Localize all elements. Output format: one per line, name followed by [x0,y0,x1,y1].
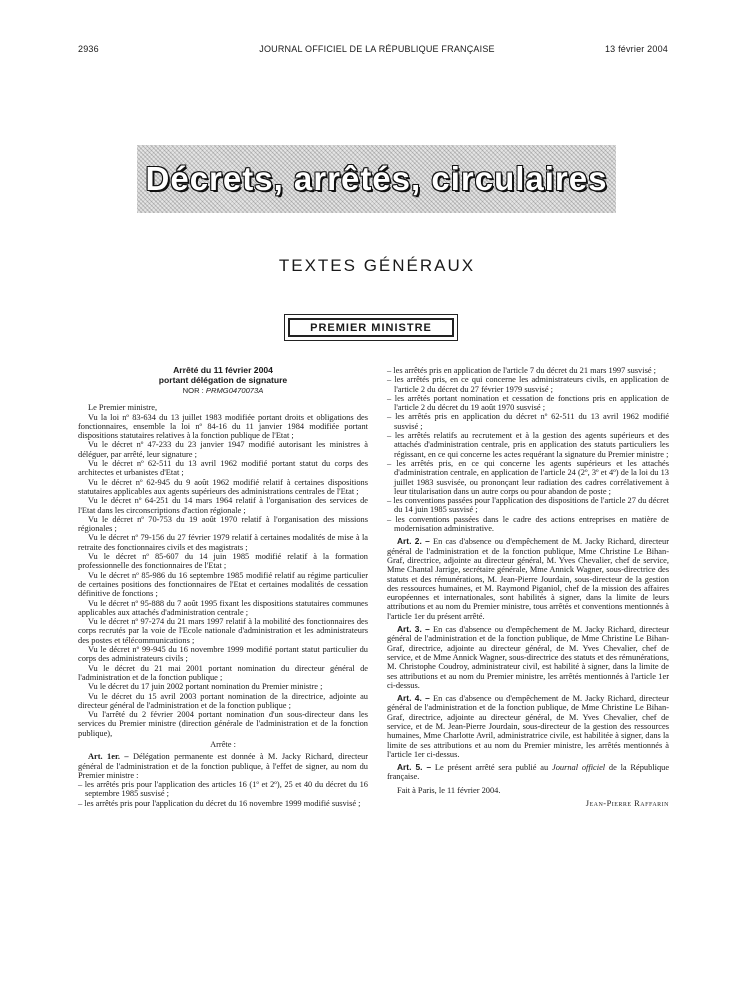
article-1 [78,752,368,780]
vu-paragraph: Vu le décret nº 97-274 du 21 mars 1997 relatif à la mobilité des fonctionnaires des corps recrutés par la voie de l'Ecole nationale d'administration et les administrateurs des postes et télécommunications ; [78,617,368,645]
article-1-items-left [78,780,368,808]
vu-paragraph: Vu le décret nº 70-753 du 19 août 1970 relatif à l'organisation des missions régionales ; [78,514,368,534]
article-1-item: – les arrêtés portant nomination et cessation de fonctions pris en application de l'article 2 du décret du 19 août 1970 susvisé ; [387,393,669,413]
vu-paragraph: Vu le décret nº 64-251 du 14 mars 1964 relatif à l'organisation des services de l'Etat dans les circonscriptions d'action régionale ; [78,496,368,515]
signature: Jean-Pierre Raffarin [585,799,669,809]
article-1-item: – les arrêtés pris pour l'application des articles 16 (1º et 2º), 25 et 40 du décret du 16 septembre 1985 susvisé ; [78,780,368,799]
article-1-label: Art. 1er. – [88,752,129,762]
vu-paragraph: Vu le décret nº 62-511 du 13 avril 1962 modifié portant statut du corps des architectes et urbanistes d'Etat ; [78,459,368,478]
article-2-label: Art. 2. – [397,536,430,547]
article-5-text-a: Le présent arrêté sera publié au [434,763,549,773]
right-column [387,366,669,808]
arrete-word: Arrête : [210,739,236,749]
nor-reference [78,386,368,395]
section-banner [137,145,616,213]
nor-label: NOR : [182,386,204,395]
article-3-label: Art. 3. – [397,624,430,635]
ministry-box [284,314,458,341]
article-4-text: En cas d'absence ou d'empêchement de M. Jacky Richard, directeur général de l'administration et de la fonction publique, de Mme Christine Le Bihan-Graf, directrice, adjointe au directeur général, de M. Yves Chevalier, chef de service, et de M. Jean-Pierre Jourdain, sous-directeur de la gestion des ressources humaines, Mme Charlotte Avril, administratrice civile, est habilitée à signer, dans la limite de ses attributions et au nom du Premier ministre, les arrêtés mentionnés à l'article 1er ci-dessus. [387,694,669,759]
section-title: TEXTES GÉNÉRAUX [278,256,476,275]
arrete-title-line2: portant délégation de signature [158,374,288,385]
article-1-item: – les arrêtés pris, en ce qui concerne les administrateurs civils, en application de l'article 2 du décret du 27 février 1979 susvisé ; [387,375,669,394]
article-1-item: – les arrêtés relatifs au recrutement et à la gestion des agents supérieurs et des attachés d'administration centrale, pris en application des statuts particuliers les régissant, en ce qui concerne les actes requérant la signature du Premier ministre ; [387,431,669,459]
left-column [78,366,368,808]
vu-paragraph: Vu la loi nº 83-634 du 13 juillet 1983 modifiée portant droits et obligations des fonctionnaires, ensemble la loi nº 84-16 du 11 janvier 1984 modifiée portant dispositions statutaires relatives à la fonction publique de l'Etat ; [78,412,368,441]
article-5-text-b: de la République française. [387,763,670,782]
intro-line: Le Premier ministre, [88,403,158,413]
vu-paragraph: Vu le décret nº 47-233 du 23 janvier 1947 modifié autorisant les ministres à déléguer, par arrêté, leur signature ; [78,440,368,459]
article-1-item: – les conventions passées pour l'application des dispositions de l'article 27 du décret du 14 juin 1985 susvisé ; [387,496,669,515]
article-1-item: – les arrêtés pris, en ce qui concerne les agents supérieurs et les attachés d'administration centrale, en application de l'article 24 (2º, 3º et 4º) de la loi du 13 juillet 1983 susvisée, ou prononçant leur radiation des cadres corrélativement à leur titularisation dans un autre corps ou pour abandon de poste ; [387,458,669,496]
page-number: 2936 [78,44,99,54]
article-4-label: Art. 4. – [397,693,430,704]
vu-paragraph: Vu le décret du 15 avril 2003 portant nomination de la directrice, adjointe au directeur général de l'administration et de la fonction publique ; [78,691,368,710]
article-5 [387,763,669,782]
article-1-items-right [387,366,669,533]
vu-paragraph: Vu le décret du 17 juin 2002 portant nomination du Premier ministre ; [88,682,323,692]
vu-paragraph: Vu le décret nº 79-156 du 27 février 1979 relatif à certaines modalités de mise à la retraite des fonctionnaires civils et des magistrats ; [78,533,368,552]
vu-paragraph: Vu le décret nº 99-945 du 16 novembre 1999 modifié portant statut particulier du corps des administrateurs civils ; [78,645,368,664]
journal-title: JOURNAL OFFICIEL DE LA RÉPUBLIQUE FRANÇAISE [259,44,495,54]
vu-paragraph: Vu l'arrêté du 2 février 2004 portant nomination d'un sous-directeur dans les services du Premier ministre (direction générale de l'administration et de la fonction publique), [78,710,368,738]
article-5-journal: Journal officiel [552,763,606,773]
banner-title: Décrets, arrêtés, circulaires [145,160,608,197]
article-5-label: Art. 5. – [397,762,432,773]
article-1-item: – les arrêtés pris en application du décret nº 62-511 du 13 avril 1962 modifié susvisé ; [387,412,669,431]
vu-paragraph: Vu le décret du 21 mai 2001 portant nomination du directeur général de l'administration et de la fonction publique ; [78,663,368,682]
article-1-text: Délégation permanente est donnée à M. Jacky Richard, directeur général de l'administration et de la fonction publique, à l'effet de signer, au nom du Premier ministre : [78,752,369,780]
vu-paragraph: Vu le décret nº 85-607 du 14 juin 1985 modifié relatif à la formation professionnelle des fonctionnaires de l'Etat ; [78,552,368,571]
arrete-title-line1: Arrêté du 11 février 2004 [173,365,273,375]
article-1-item: – les conventions passées dans le cadre des actions entreprises en matière de modernisation administrative. [387,514,669,534]
article-2 [387,537,669,621]
vu-paragraph: Vu le décret nº 95-888 du 7 août 1995 fixant les dispositions statutaires communes applicables aux attachés d'administration centrale ; [78,598,368,617]
vu-paragraph: Vu le décret nº 85-986 du 16 septembre 1985 modifié relatif au régime particulier de certaines positions des fonctionnaires de l'Etat et certaines modalités de cessation définitive de fonctions ; [78,570,368,599]
article-2-text: En cas d'absence ou d'empêchement de M. Jacky Richard, directeur général de l'administration et de la fonction publique, Mme Christine Le Bihan-Graf, directrice, adjointe au directeur général, M. Yves Chevalier, chef de service, Mme Chantal Jarrige, secrétaire générale, Mme Annick Wagner, sous-directrice des statuts et des rémunérations, M. Jean-Pierre Jourdain, sous-directeur de la gestion des ressources humaines, et M. Raymond Piganiol, chef de la mission des affaires européennes et internationales, sont habilités à signer, dans la limite de leurs attributions et au nom du Premier ministre, tous arrêtés et conventions mentionnés à l'article 1er du présent arrêté. [387,537,669,621]
article-4 [387,694,669,759]
ministry-title: PREMIER MINISTRE [288,318,454,337]
article-3-text: En cas d'absence ou d'empêchement de M. Jacky Richard, directeur général de l'administration et de la fonction publique, de Mme Christine Le Bihan-Graf, directrice, adjointe au directeur général, de M. Yves Chevalier, chef de service, et de Mme Annick Wagner, sous-directrice des statuts et des rémunérations, M. Christophe Coudroy, administrateur civil, est habilité à signer, dans la limite de ses attributions et au nom du Premier ministre, les arrêtés mentionnés à l'article 1er ci-dessus. [387,625,669,690]
nor-code: PRMG0470073A [205,386,264,395]
vu-paragraph: Vu le décret nº 62-945 du 9 août 1962 modifié relatif à certaines dispositions statutaires applicables aux agents supérieurs des administrations centrales de l'Etat ; [78,477,368,496]
article-3 [387,625,669,690]
issue-date: 13 février 2004 [604,44,668,54]
article-1-item: – les arrêtés pris en application de l'article 7 du décret du 21 mars 1997 susvisé ; [387,366,656,375]
vu-list [78,413,368,738]
article-1-item: – les arrêtés pris pour l'application du décret du 16 novembre 1999 modifié susvisé ; [78,798,361,808]
fait-line: Fait à Paris, le 11 février 2004. [397,785,501,795]
